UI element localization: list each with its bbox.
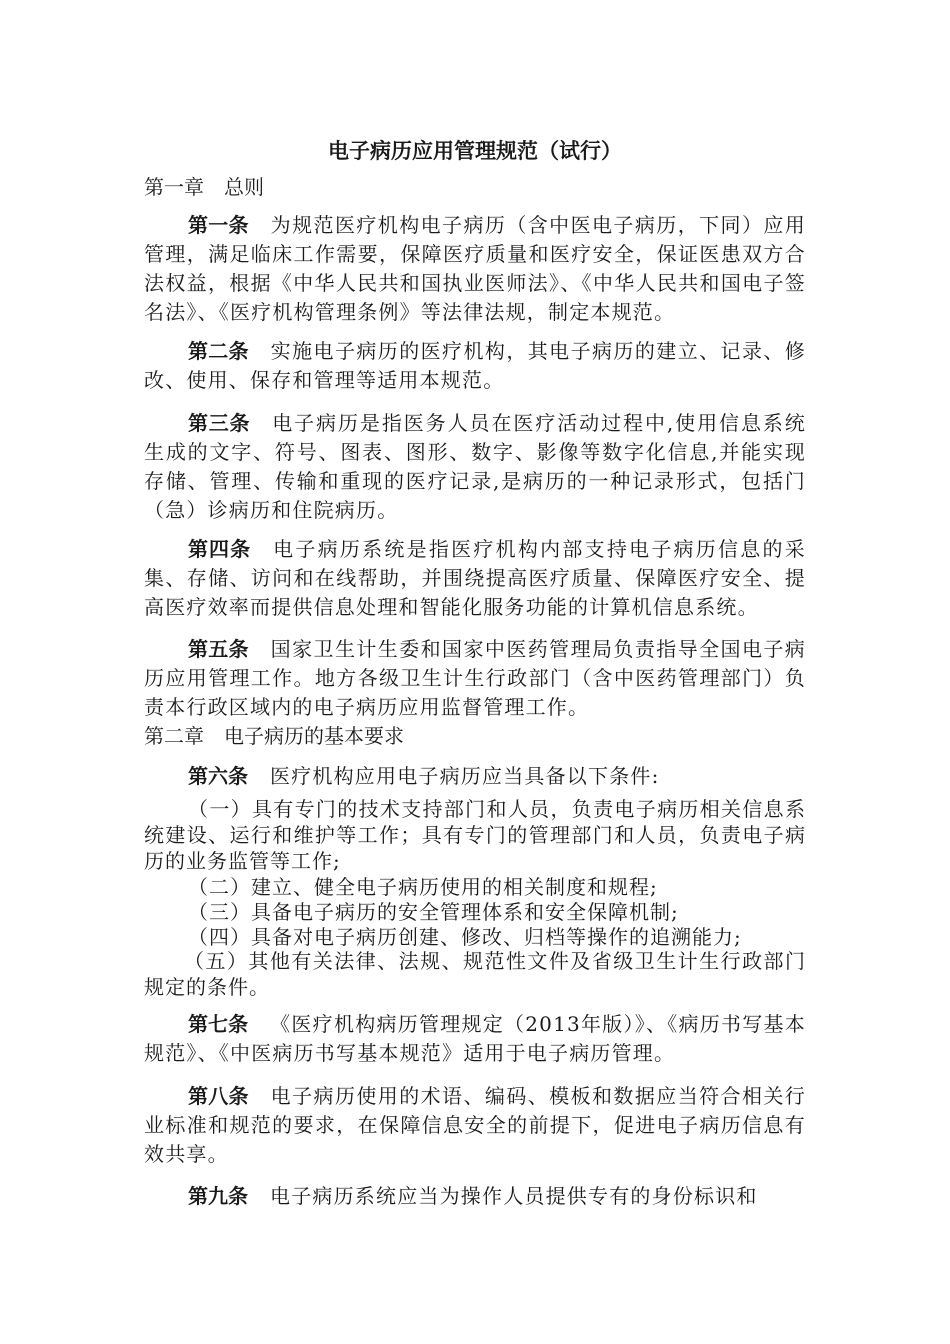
article-text: 《医疗机构病历管理规定（2013年版）》、《病历书写基本规范》、《中医病历书写基本规范》适用于电子病历管理。 [144, 1012, 807, 1065]
condition-item-4: （四）具备对电子病历创建、修改、归档等操作的追溯能力; [188, 925, 742, 949]
chapter-heading-1: 第一章 总则 [144, 175, 264, 199]
article-label: 第三条 [188, 411, 251, 435]
article-text: 医疗机构应用电子病历应当具备以下条件: [270, 764, 660, 788]
article-text: 为规范医疗机构电子病历（含中医电子病历，下同）应用管理，满足临床工作需要，保障医疗质量和医疗安全，保证医患双方合法权益，根据《中华人民共和国执业医师法》、《中华人民共和国电子签名法》、《医疗机构管理条例》等法律法规，制定本规范。 [144, 213, 807, 324]
article-label: 第九条 [188, 1184, 248, 1208]
article-2 [144, 337, 806, 395]
condition-item-2: （二）建立、健全电子病历使用的相关制度和规程; [188, 875, 658, 899]
condition-item-5: （五）其他有关法律、法规、规范性文件及省级卫生计生行政部门规定的条件。 [144, 949, 806, 999]
article-text: 实施电子病历的医疗机构，其电子病历的建立、记录、修改、使用、保存和管理等适用本规范。 [144, 339, 807, 392]
article-text: 电子病历使用的术语、编码、模板和数据应当符合相关行业标准和规范的要求，在保障信息安全的前提下，促进电子病历信息有效共享。 [144, 1084, 807, 1166]
article-text: 电子病历是指医务人员在医疗活动过程中,使用信息系统生成的文字、符号、图表、图形、数字、影像等数字化信息,并能实现存储、管理、传输和重现的医疗记录,是病历的一种记录形式，包括门（急）诊病历和住院病历。 [144, 411, 807, 522]
article-label: 第七条 [188, 1012, 249, 1036]
article-1 [144, 211, 806, 327]
article-3 [144, 409, 806, 525]
article-text: 电子病历系统是指医疗机构内部支持电子病历信息的采集、存储、访问和在线帮助，并围绕提高医疗质量、保障医疗安全、提高医疗效率而提供信息处理和智能化服务功能的计算机信息系统。 [144, 537, 806, 619]
article-label: 第四条 [188, 537, 252, 561]
article-label: 第五条 [188, 637, 249, 661]
document-title: 电子病历应用管理规范（试行） [328, 139, 622, 163]
article-label: 第二条 [188, 339, 249, 363]
article-9 [144, 1182, 806, 1211]
article-4 [144, 535, 806, 622]
article-label: 第八条 [188, 1084, 249, 1108]
article-text: 电子病历系统应当为操作人员提供专有的身份标识和 [270, 1184, 758, 1208]
condition-item-3: （三）具备电子病历的安全管理体系和安全保障机制; [188, 900, 679, 924]
condition-item-1: （一）具有专门的技术支持部门和人员，负责电子病历相关信息系统建设、运行和维护等工作；具有专门的管理部门和人员，负责电子病历的业务监管等工作; [144, 797, 806, 873]
article-text: 国家卫生计生委和国家中医药管理局负责指导全国电子病历应用管理工作。地方各级卫生计生行政部门（含中医药管理部门）负责本行政区域内的电子病历应用监督管理工作。 [144, 637, 807, 719]
article-label: 第六条 [188, 764, 248, 788]
article-8 [144, 1082, 806, 1169]
article-6 [144, 762, 806, 791]
chapter-heading-2: 第二章 电子病历的基本要求 [144, 724, 404, 748]
article-5 [144, 635, 806, 722]
article-7 [144, 1010, 806, 1068]
article-label: 第一条 [188, 213, 249, 237]
